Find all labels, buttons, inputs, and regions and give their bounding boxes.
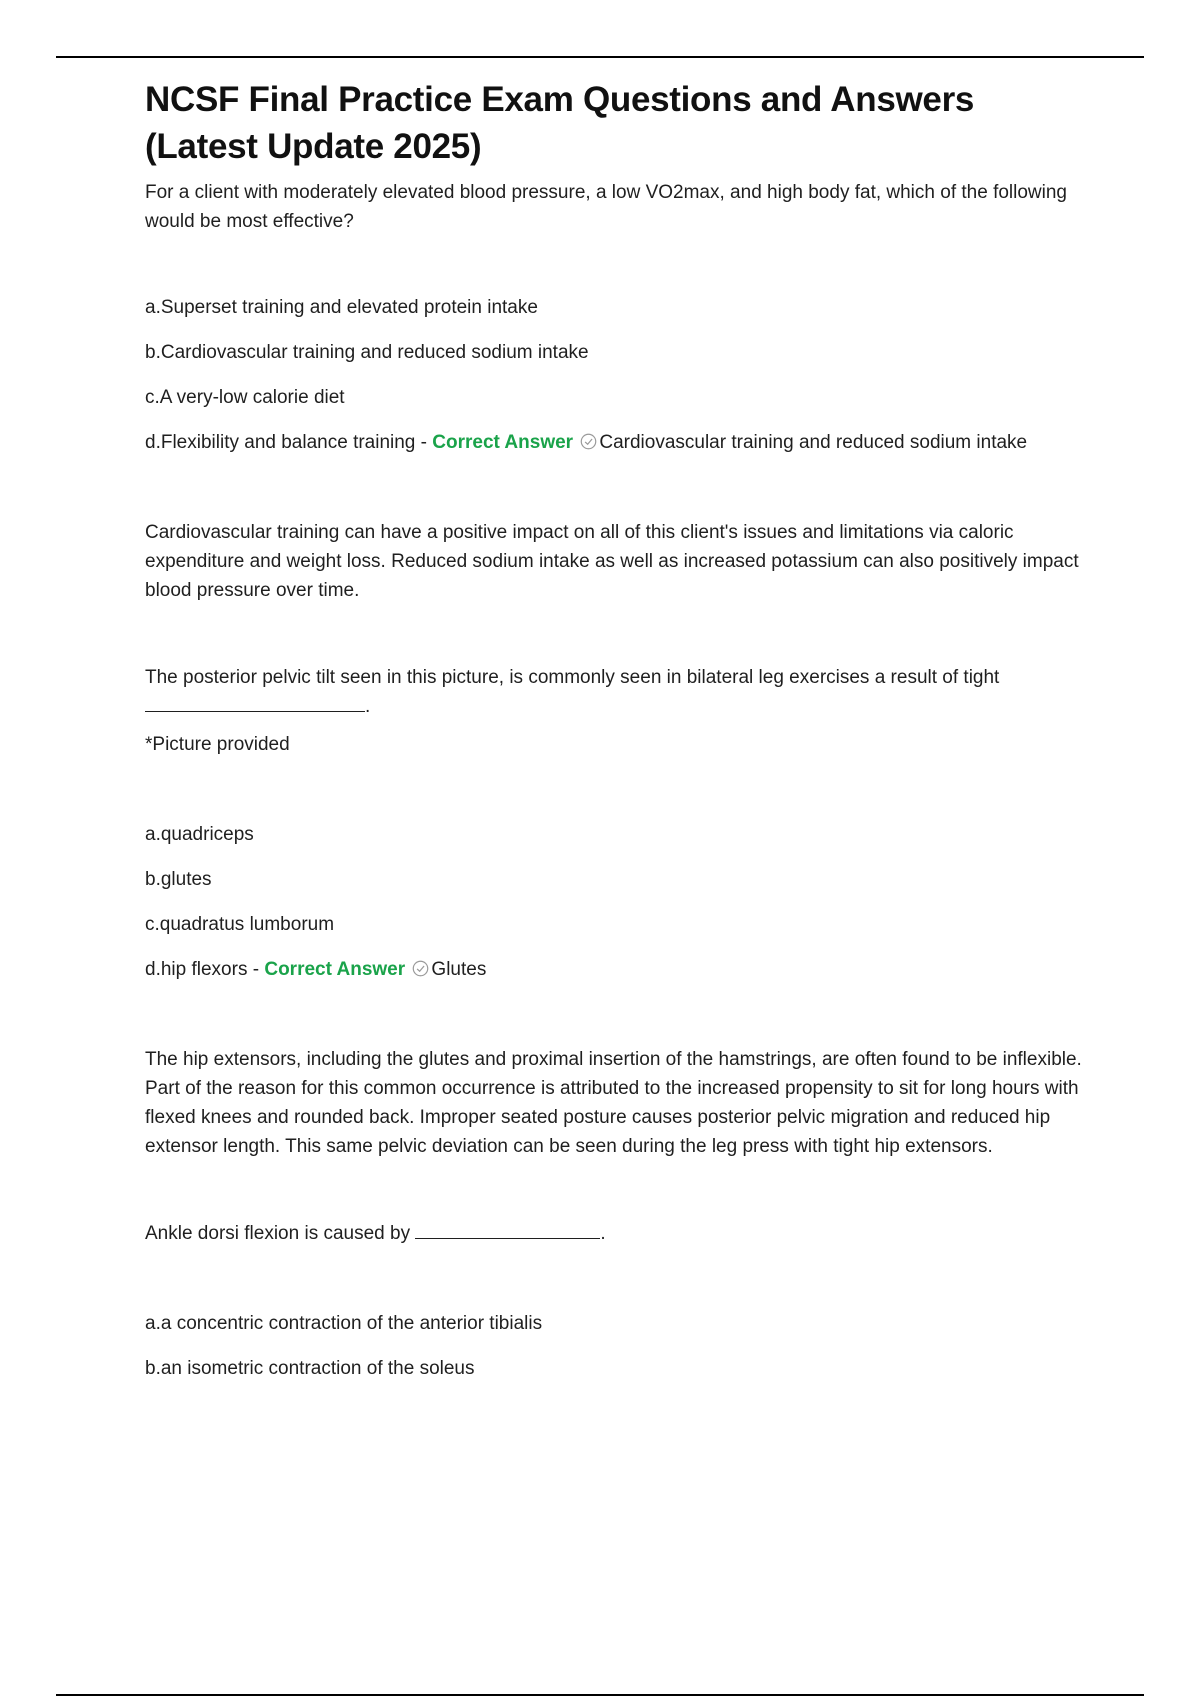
q2-answer: Glutes bbox=[431, 959, 487, 980]
correct-answer-label: Correct Answer bbox=[432, 432, 574, 453]
q2-explanation: The hip extensors, including the glutes and proximal insertion of the hamstrings, are often found to be inflexible. Part of the reason for this common occurrence is attributed to the increased propensity to sit for long hours with flexed knees and rounded back. Improper seated posture causes posterior pelvic migration and reduced hip extensor length. This same pelvic deviation can be seen during the leg press with tight hip extensors. bbox=[145, 1049, 1082, 1157]
q2-option-c: c.quadratus lumborum bbox=[145, 914, 335, 935]
q1-option-d-with-answer bbox=[145, 428, 1090, 457]
page-title: NCSF Final Practice Exam Questions and Answers (Latest Update 2025) bbox=[145, 80, 975, 166]
q2-option-d-with-answer bbox=[145, 955, 1090, 984]
check-circle-icon bbox=[580, 433, 597, 450]
answer-separator: - bbox=[415, 432, 433, 453]
q1-option-c: c.A very-low calorie diet bbox=[145, 387, 345, 408]
bottom-rule bbox=[56, 1694, 1144, 1696]
document-page bbox=[145, 76, 1090, 1399]
question-2-end: . bbox=[365, 696, 371, 717]
check-circle-icon bbox=[412, 960, 429, 977]
q1-option-d: d.Flexibility and balance training bbox=[145, 432, 416, 453]
q1-answer: Cardiovascular training and reduced sodium intake bbox=[599, 432, 1028, 453]
q3-option-b: b.an isometric contraction of the soleus bbox=[145, 1358, 475, 1379]
q1-option-b: b.Cardiovascular training and reduced sodium intake bbox=[145, 342, 589, 363]
question-3-stem: Ankle dorsi flexion is caused by bbox=[145, 1223, 411, 1244]
q1-option-a: a.Superset training and elevated protein intake bbox=[145, 297, 538, 318]
q2-option-b: b.glutes bbox=[145, 869, 212, 890]
question-2-stem: The posterior pelvic tilt seen in this picture, is commonly seen in bilateral leg exercises a result of tight bbox=[145, 667, 1000, 688]
answer-separator: - bbox=[247, 959, 265, 980]
q3-option-a: a.a concentric contraction of the anterior tibialis bbox=[145, 1313, 543, 1334]
answer-blank bbox=[415, 1237, 600, 1239]
question-1-text: For a client with moderately elevated blood pressure, a low VO2max, and high body fat, which of the following would be most effective? bbox=[145, 182, 1068, 232]
q2-option-d: d.hip flexors bbox=[145, 959, 248, 980]
q2-note: *Picture provided bbox=[145, 734, 290, 755]
question-3-text bbox=[145, 1219, 1090, 1248]
question-2-text bbox=[145, 663, 1090, 721]
q1-explanation: Cardiovascular training can have a positive impact on all of this client's issues and limitations via caloric expenditure and weight loss. Reduced sodium intake as well as increased potassium can also positively impact blood pressure over time. bbox=[145, 522, 1079, 601]
question-3-end: . bbox=[600, 1223, 606, 1244]
answer-blank bbox=[145, 710, 365, 712]
q2-option-a: a.quadriceps bbox=[145, 824, 254, 845]
correct-answer-label: Correct Answer bbox=[264, 959, 406, 980]
top-rule bbox=[56, 56, 1144, 58]
